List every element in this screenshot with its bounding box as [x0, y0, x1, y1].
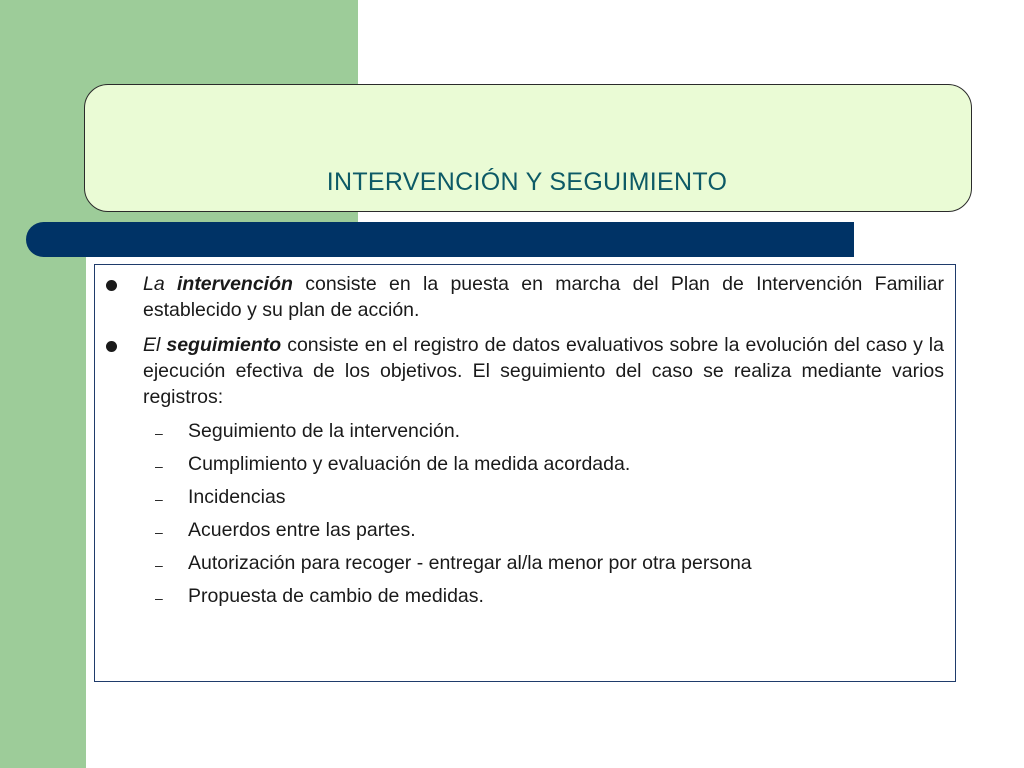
dash-marker: – — [155, 524, 163, 540]
sub-item: Acuerdos entre las partes. — [188, 519, 416, 541]
dash-marker: – — [155, 557, 163, 573]
bullet-dot — [106, 280, 117, 291]
dash-marker: – — [155, 491, 163, 507]
paragraph-text: consiste en la puesta en marcha del Plan de Intervención Familiar establecido y su plan de acción. — [143, 273, 944, 321]
paragraph-term: intervención — [176, 273, 293, 295]
paragraph-term: seguimiento — [166, 334, 282, 356]
bullet-dot — [106, 341, 117, 352]
accent-bar — [26, 222, 854, 257]
sub-item: Autorización para recoger - entregar al/la menor por otra persona — [188, 552, 752, 574]
paragraph-intervencion — [143, 271, 944, 323]
sub-item: Seguimiento de la intervención. — [188, 420, 461, 442]
sub-item: Cumplimiento y evaluación de la medida acordada. — [188, 453, 631, 475]
paragraph-seguimiento — [143, 332, 944, 410]
left-green-panel — [0, 222, 86, 768]
dash-marker: – — [155, 425, 163, 441]
paragraph-text: consiste en el registro de datos evaluativos sobre la evolución del caso y la ejecución efectiva de los objetivos. El seguimiento del caso se realiza mediante varios registros: — [143, 334, 944, 408]
sub-item: Incidencias — [188, 486, 286, 508]
paragraph-lead: La — [143, 273, 177, 295]
sub-item: Propuesta de cambio de medidas. — [188, 585, 484, 607]
slide-title: INTERVENCIÓN Y SEGUIMIENTO — [326, 168, 728, 196]
dash-marker: – — [155, 590, 163, 606]
paragraph-lead: El — [143, 334, 167, 356]
dash-marker: – — [155, 458, 163, 474]
